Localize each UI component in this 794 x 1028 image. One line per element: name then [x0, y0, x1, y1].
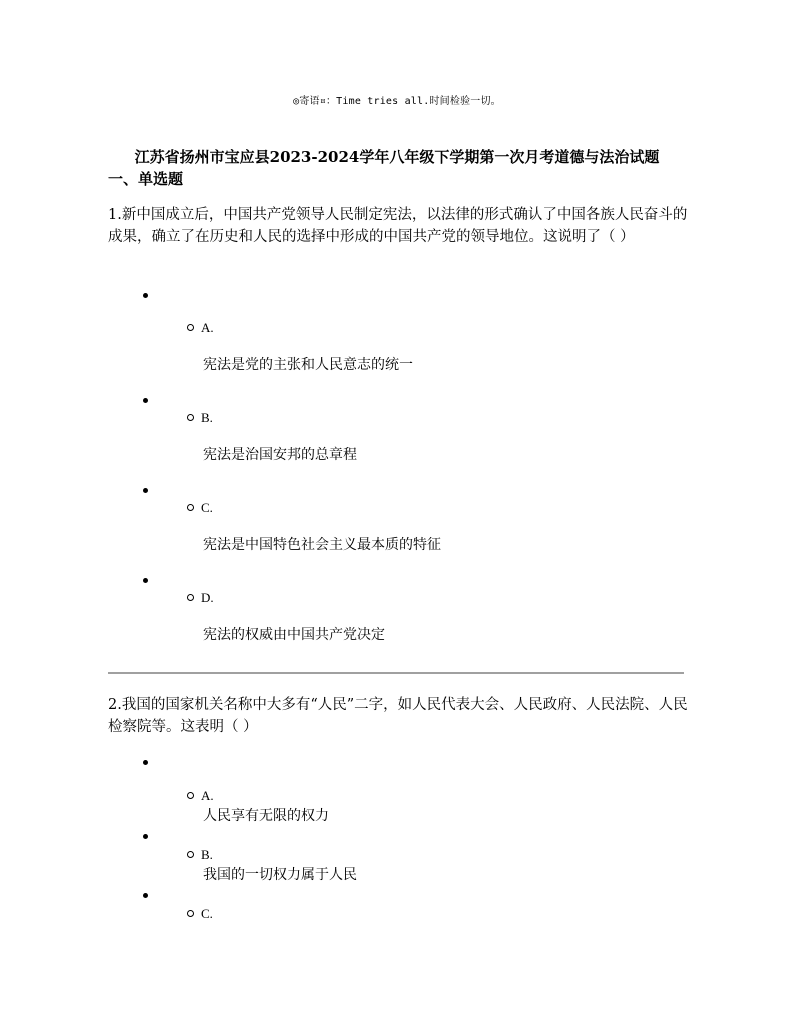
question-2-option-c-label[interactable]: C. — [187, 906, 213, 922]
question-2-stem: 2.我国的国家机关名称中大多有“人民”二字，如人民代表大会、人民政府、人民法院、人民检察院等。这表明（ ） — [108, 697, 688, 735]
question-2-option-a-text: 人民享有无限的权力 — [203, 808, 329, 824]
circle-bullet-icon — [187, 324, 194, 331]
question-1-option-a-label[interactable]: A. — [187, 320, 214, 336]
header-motto: ◎寄语¤：Time tries all.时间检验一切。 — [293, 96, 501, 107]
question-1-option-d-text: 宪法的权威由中国共产党决定 — [203, 627, 385, 643]
question-2-option-b-label[interactable]: B. — [187, 847, 213, 863]
question-2-option-a-label[interactable]: A. — [187, 788, 214, 804]
circle-bullet-icon — [187, 910, 194, 917]
bullet-icon — [143, 760, 148, 765]
bullet-icon — [143, 293, 148, 298]
circle-bullet-icon — [187, 414, 194, 421]
bullet-icon — [143, 488, 148, 493]
bullet-icon — [143, 834, 148, 839]
question-1-stem: 1.新中国成立后，中国共产党领导人民制定宪法，以法律的形式确认了中国各族人民奋斗的成果，确立了在历史和人民的选择中形成的中国共产党的领导地位。这说明了（ ） — [108, 207, 688, 245]
document-title: 江苏省扬州市宝应县2023-2024学年八年级下学期第一次月考道德与法治试题 — [134, 148, 660, 166]
question-1-option-c-label[interactable]: C. — [187, 500, 213, 516]
question-1-option-b-text: 宪法是治国安邦的总章程 — [203, 447, 357, 463]
bullet-icon — [143, 578, 148, 583]
question-1-option-c-text: 宪法是中国特色社会主义最本质的特征 — [203, 537, 441, 553]
section-heading: 一、单选题 — [108, 170, 184, 188]
circle-bullet-icon — [187, 792, 194, 799]
question-1-option-d-label[interactable]: D. — [187, 590, 214, 606]
question-divider — [108, 672, 684, 674]
bullet-icon — [143, 398, 148, 403]
bullet-icon — [143, 893, 148, 898]
circle-bullet-icon — [187, 594, 194, 601]
circle-bullet-icon — [187, 504, 194, 511]
question-1-option-b-label[interactable]: B. — [187, 410, 213, 426]
question-2-option-b-text: 我国的一切权力属于人民 — [203, 867, 357, 883]
circle-bullet-icon — [187, 851, 194, 858]
question-1-option-a-text: 宪法是党的主张和人民意志的统一 — [203, 357, 413, 373]
